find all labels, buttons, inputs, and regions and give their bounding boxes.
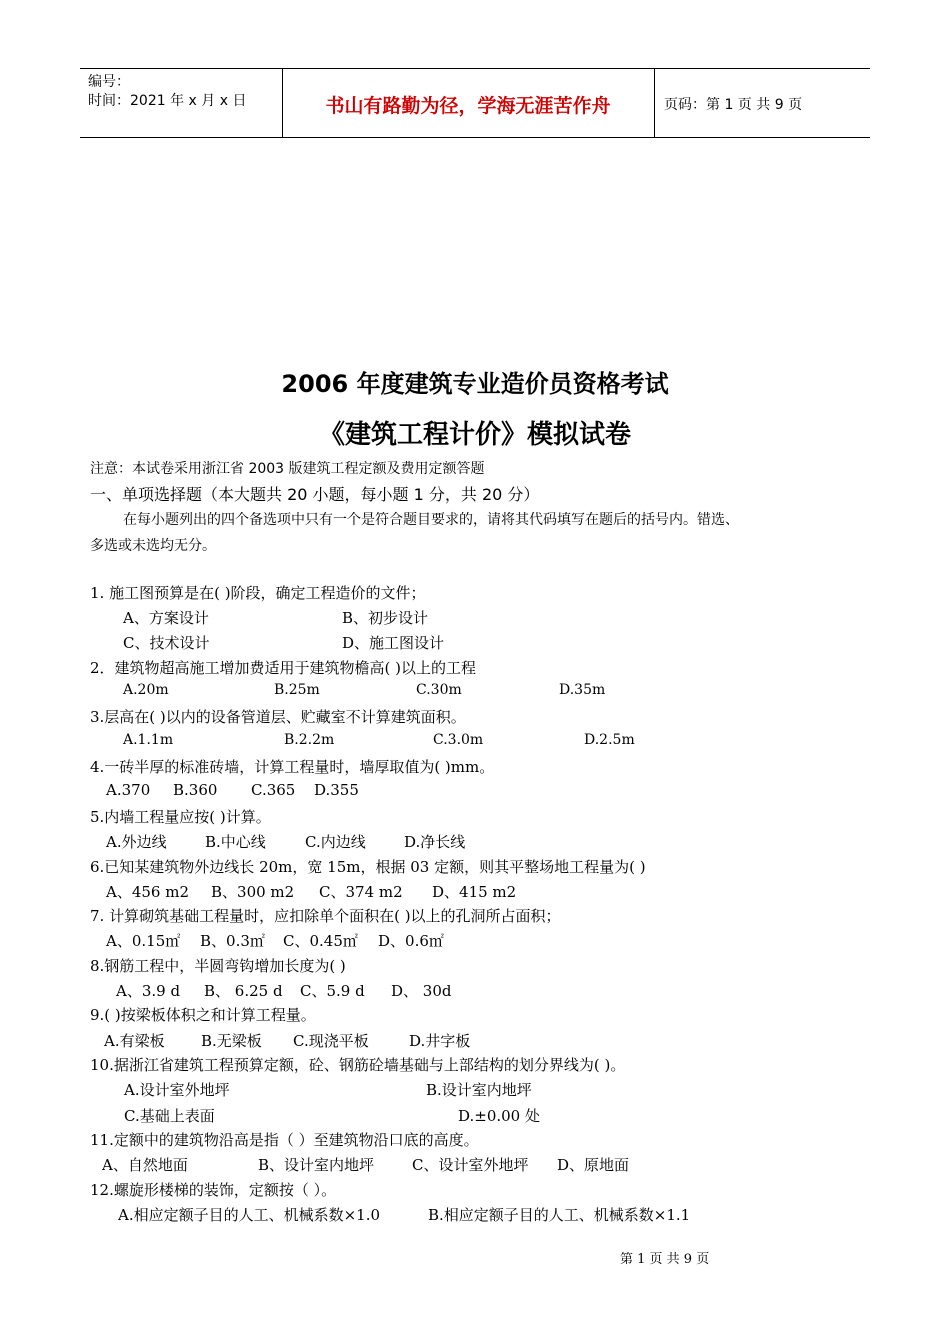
header-meta — [88, 73, 246, 111]
answer-option: A、3.9 d — [116, 982, 181, 1000]
answer-option: D、0.6㎡ — [378, 932, 444, 950]
answer-option: B、 6.25 d — [204, 982, 283, 1000]
answer-option: B.中心线 — [205, 833, 266, 851]
header-divider — [654, 69, 655, 137]
answer-option: B.相应定额子目的人工、机械系数×1.1 — [428, 1206, 691, 1224]
answer-option: C.基础上表面 — [124, 1107, 215, 1125]
section-instruction: 在每小题列出的四个备选项中只有一个是符合题目要求的，请将其代码填写在题后的括号内。错选、 — [123, 512, 739, 528]
exam-title: 2006 年度建筑专业造价员资格考试 — [281, 370, 669, 398]
section-heading: 一、单项选择题（本大题共 20 小题，每小题 1 分，共 20 分） — [90, 485, 540, 504]
question-stem: 4.一砖半厚的标准砖墙，计算工程量时，墙厚取值为( )mm。 — [90, 758, 495, 776]
question-stem: 2．建筑物超高施工增加费适用于建筑物檐高( )以上的工程 — [90, 659, 477, 677]
header-page-info: 页码：第 1 页 共 9 页 — [664, 97, 803, 113]
answer-option: D、415 m2 — [432, 883, 517, 901]
answer-option: D.±0.00 处 — [458, 1107, 540, 1125]
answer-option: B.无梁板 — [201, 1032, 262, 1050]
answer-option: A.外边线 — [106, 833, 167, 851]
answer-option: A、456 m2 — [106, 883, 189, 901]
question-stem: 1. 施工图预算是在( )阶段，确定工程造价的文件； — [90, 584, 426, 602]
answer-option: A.1.1m — [123, 732, 174, 748]
exam-subtitle: 《建筑工程计价》模拟试卷 — [318, 420, 631, 450]
answer-option: D、原地面 — [557, 1156, 630, 1174]
document-header — [80, 68, 870, 138]
answer-option: C、0.45㎡ — [283, 932, 358, 950]
number-label: 编号： — [88, 74, 130, 90]
answer-option: B、初步设计 — [342, 609, 429, 627]
answer-option: B、300 m2 — [211, 883, 295, 901]
answer-option: C、设计室外地坪 — [412, 1156, 529, 1174]
answer-option: D、 30d — [391, 982, 452, 1000]
answer-option: A、自然地面 — [102, 1156, 188, 1174]
answer-option: C.内边线 — [305, 833, 366, 851]
answer-option: A、方案设计 — [123, 609, 209, 627]
answer-option: A.20m — [123, 682, 169, 698]
answer-option: D、施工图设计 — [342, 634, 445, 652]
time-label: 时间：2021 年 x 月 x 日 — [88, 93, 247, 109]
answer-option: B、0.3㎡ — [200, 932, 265, 950]
answer-option: A.有梁板 — [104, 1032, 165, 1050]
question-stem: 7. 计算砌筑基础工程量时，应扣除单个面积在( )以上的孔洞所占面积； — [90, 907, 561, 925]
question-stem: 8.钢筋工程中，半圆弯钩增加长度为( ) — [90, 957, 346, 975]
header-motto: 书山有路勤为径，学海无涯苦作舟 — [325, 95, 611, 117]
answer-option: C、5.9 d — [300, 982, 365, 1000]
question-stem: 6.已知某建筑物外边线长 20m，宽 15m，根据 03 定额，则其平整场地工程量为( ) — [90, 858, 646, 876]
answer-option: A、0.15㎡ — [106, 932, 181, 950]
question-stem: 9.( )按梁板体积之和计算工程量。 — [90, 1006, 316, 1024]
answer-option: B、设计室内地坪 — [258, 1156, 375, 1174]
question-stem: 12.螺旋形楼梯的装饰，定额按（ ）。 — [90, 1181, 337, 1199]
answer-option: D.35m — [559, 682, 606, 698]
answer-option: B.25m — [274, 682, 320, 698]
answer-option: B.360 — [173, 781, 218, 799]
question-stem: 3.层高在( )以内的设备管道层、贮藏室不计算建筑面积。 — [90, 708, 466, 726]
answer-option: C、374 m2 — [319, 883, 403, 901]
answer-option: D.净长线 — [404, 833, 466, 851]
answer-option: A.相应定额子目的人工、机械系数×1.0 — [118, 1206, 381, 1224]
answer-option: A.设计室外地坪 — [124, 1081, 230, 1099]
answer-option: B.2.2m — [284, 732, 335, 748]
question-stem: 10.据浙江省建筑工程预算定额，砼、钢筋砼墙基础与上部结构的划分界线为( )。 — [90, 1056, 626, 1074]
answer-option: B.设计室内地坪 — [426, 1081, 532, 1099]
answer-option: D.2.5m — [584, 732, 635, 748]
exam-note: 注意：本试卷采用浙江省 2003 版建筑工程定额及费用定额答题 — [90, 461, 485, 477]
answer-option: C.现浇平板 — [293, 1032, 369, 1050]
answer-option: D.355 — [314, 781, 359, 799]
section-instruction: 多选或未选均无分。 — [90, 538, 216, 554]
answer-option: C.365 — [251, 781, 296, 799]
answer-option: D.井字板 — [409, 1032, 471, 1050]
answer-option: A.370 — [106, 781, 151, 799]
question-stem: 11.定额中的建筑物沿高是指（ ）至建筑物沿口底的高度。 — [90, 1131, 479, 1149]
answer-option: C.3.0m — [433, 732, 484, 748]
answer-option: C.30m — [416, 682, 462, 698]
page-footer: 第 1 页 共 9 页 — [620, 1252, 710, 1267]
answer-option: C、技术设计 — [123, 634, 210, 652]
question-stem: 5.内墙工程量应按( )计算。 — [90, 808, 271, 826]
